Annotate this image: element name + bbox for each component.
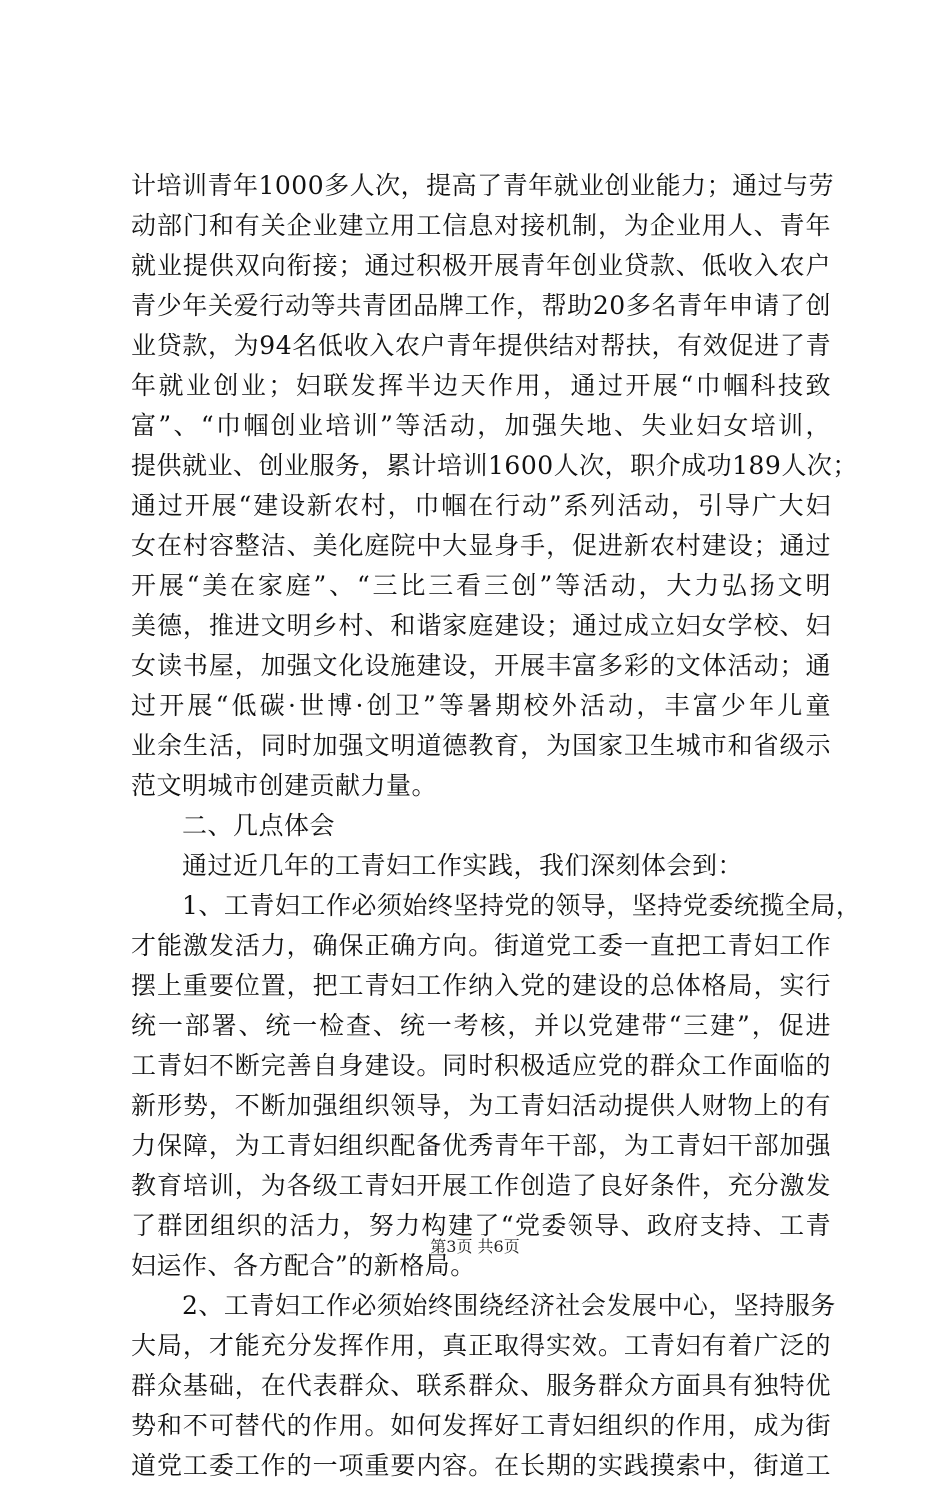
text-line: 青少年关爱行动等共青团品牌工作，帮助20多名青年申请了创: [131, 291, 831, 320]
text-line: 教育培训，为各级工青妇开展工作创造了良好条件，充分激发: [131, 1171, 831, 1200]
text-line: 就业提供双向衔接；通过积极开展青年创业贷款、低收入农户: [131, 251, 831, 280]
text-line: 业贷款，为94名低收入农户青年提供结对帮扶，有效促进了青: [131, 331, 831, 360]
text-line: 过开展“低碳·世博·创卫”等暑期校外活动，丰富少年儿童: [131, 691, 831, 720]
paragraph-end-line: 范文明城市创建贡献力量。: [131, 771, 438, 800]
text-line: 开展“美在家庭”、“三比三看三创”等活动，大力弘扬文明: [131, 571, 831, 600]
text-line: 富”、“巾帼创业培训”等活动，加强失地、失业妇女培训，: [131, 411, 831, 440]
paragraph-end-line: 妇运作、各方配合”的新格局。: [131, 1251, 476, 1280]
text-line: 提供就业、创业服务，累计培训1600人次，职介成功189人次；: [131, 451, 858, 480]
text-line: 群众基础，在代表群众、联系群众、服务群众方面具有独特优: [131, 1371, 831, 1400]
text-line: 统一部署、统一检查、统一考核，并以党建带“三建”，促进: [131, 1011, 831, 1040]
text-line: 势和不可替代的作用。如何发挥好工青妇组织的作用，成为街: [131, 1411, 831, 1440]
document-body: [131, 166, 862, 1486]
text-line: 新形势，不断加强组织领导，为工青妇活动提供人财物上的有: [131, 1091, 831, 1120]
text-line: 2、工青妇工作必须始终围绕经济社会发展中心，坚持服务: [131, 1291, 836, 1320]
text-line: 摆上重要位置，把工青妇工作纳入党的建设的总体格局，实行: [131, 971, 831, 1000]
text-line: 1、工青妇工作必须始终坚持党的领导，坚持党委统揽全局，: [131, 891, 862, 920]
text-line: 美德，推进文明乡村、和谐家庭建设；通过成立妇女学校、妇: [131, 611, 831, 640]
text-line: 了群团组织的活力，努力构建了“党委领导、政府支持、工青: [131, 1211, 831, 1240]
text-line: 道党工委工作的一项重要内容。在长期的实践摸索中，街道工: [131, 1451, 831, 1480]
text-line: 女读书屋，加强文化设施建设，开展丰富多彩的文体活动；通: [131, 651, 831, 680]
intro-line: 通过近几年的工青妇工作实践，我们深刻体会到：: [131, 851, 744, 880]
text-line: 女在村容整洁、美化庭院中大显身手，促进新农村建设；通过: [131, 531, 831, 560]
text-line: 计培训青年1000多人次，提高了青年就业创业能力；通过与劳: [131, 171, 835, 200]
text-line: 大局，才能充分发挥作用，真正取得实效。工青妇有着广泛的: [131, 1331, 831, 1360]
text-line: 才能激发活力，确保正确方向。街道党工委一直把工青妇工作: [131, 931, 831, 960]
text-line: 年就业创业；妇联发挥半边天作用，通过开展“巾帼科技致: [131, 371, 831, 400]
text-line: 动部门和有关企业建立用工信息对接机制，为企业用人、青年: [131, 211, 831, 240]
text-line: 业余生活，同时加强文明道德教育，为国家卫生城市和省级示: [131, 731, 831, 760]
text-line: 工青妇不断完善自身建设。同时积极适应党的群众工作面临的: [131, 1051, 831, 1080]
text-line: 力保障，为工青妇组织配备优秀青年干部，为工青妇干部加强: [131, 1131, 831, 1160]
page-footer: 第3页 共6页: [430, 1237, 520, 1256]
text-line: 通过开展“建设新农村，巾帼在行动”系列活动，引导广大妇: [131, 491, 831, 520]
section-heading: 二、几点体会: [131, 811, 336, 840]
